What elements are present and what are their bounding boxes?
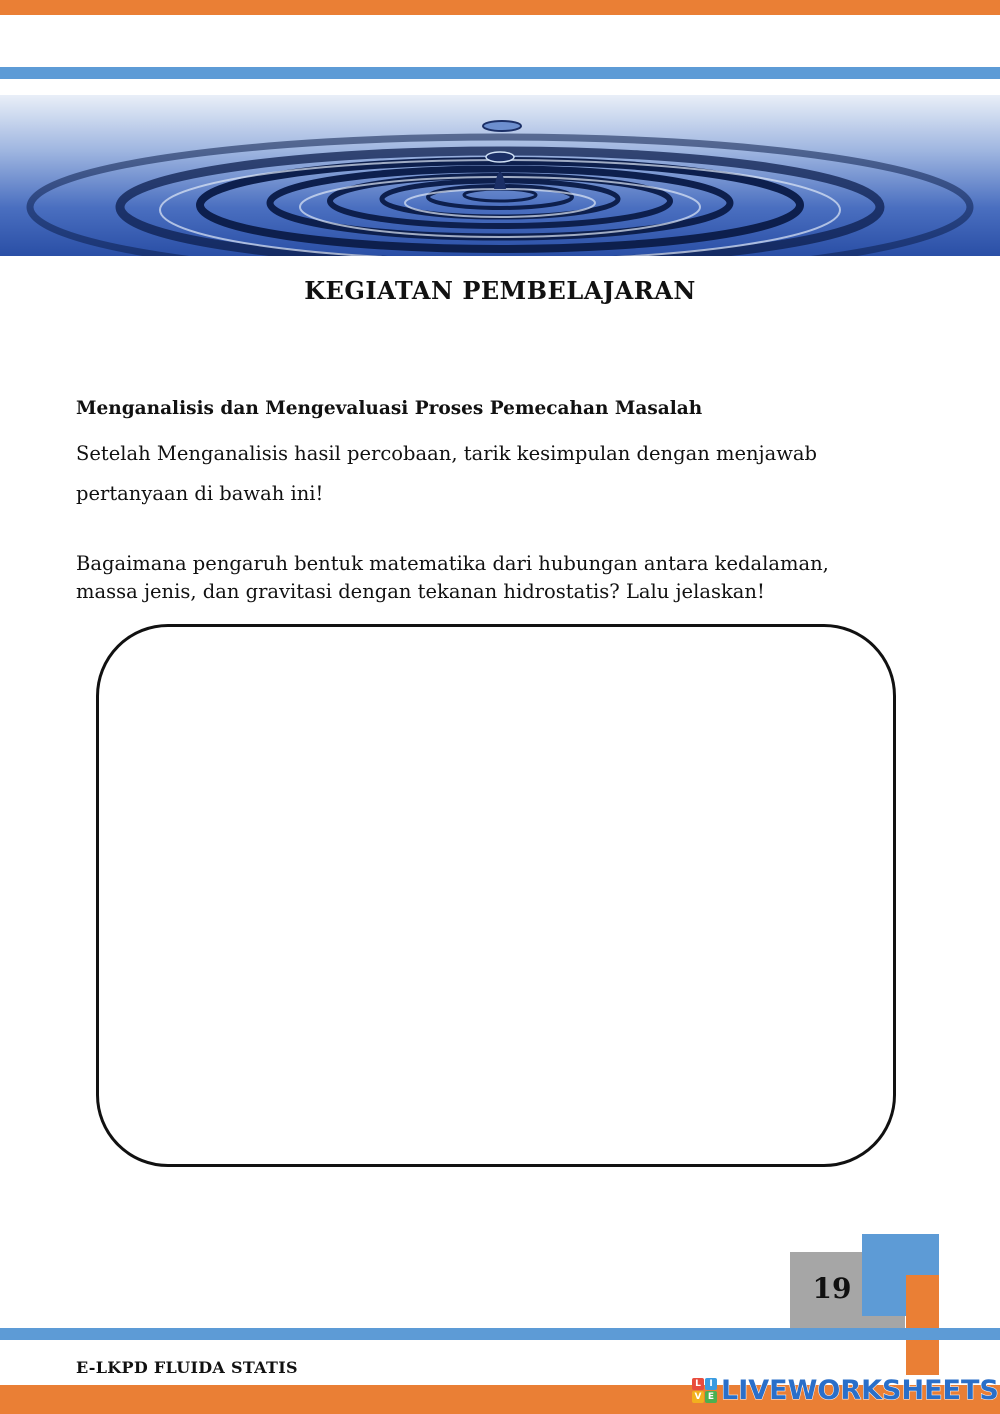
answer-box[interactable] <box>96 624 896 1167</box>
page-number: 19 <box>812 1272 852 1305</box>
liveworksheets-logo-icon <box>692 1378 717 1403</box>
page-title: KEGIATAN PEMBELAJARAN <box>304 276 696 305</box>
top-blue-stripe <box>0 67 1000 79</box>
question-text: Bagaimana pengaruh bentuk matematika dari hubungan antara kedalaman, massa jenis, dan gravitasi dengan tekanan hidrostatis? Lalu jelaskan! <box>76 552 829 603</box>
bottom-blue-stripe <box>0 1328 1000 1340</box>
document-label: E-LKPD FLUIDA STATIS <box>76 1358 298 1377</box>
water-ripple-banner <box>0 95 1000 256</box>
section-subtitle: Menganalisis dan Mengevaluasi Proses Pemecahan Masalah <box>76 398 703 419</box>
logo-letter-v: V <box>692 1391 704 1403</box>
top-orange-stripe <box>0 0 1000 15</box>
liveworksheets-logo-text: LIVEWORKSHEETS <box>721 1374 999 1406</box>
logo-letter-e: E <box>705 1391 717 1403</box>
instruction-text: Setelah Menganalisis hasil percobaan, tarik kesimpulan dengan menjawab pertanyaan di bawah ini! <box>76 442 818 505</box>
page-number-block-orange <box>906 1275 939 1375</box>
logo-letter-l: L <box>692 1378 704 1390</box>
logo-letter-i: I <box>705 1378 717 1390</box>
liveworksheets-logo[interactable] <box>692 1374 999 1406</box>
